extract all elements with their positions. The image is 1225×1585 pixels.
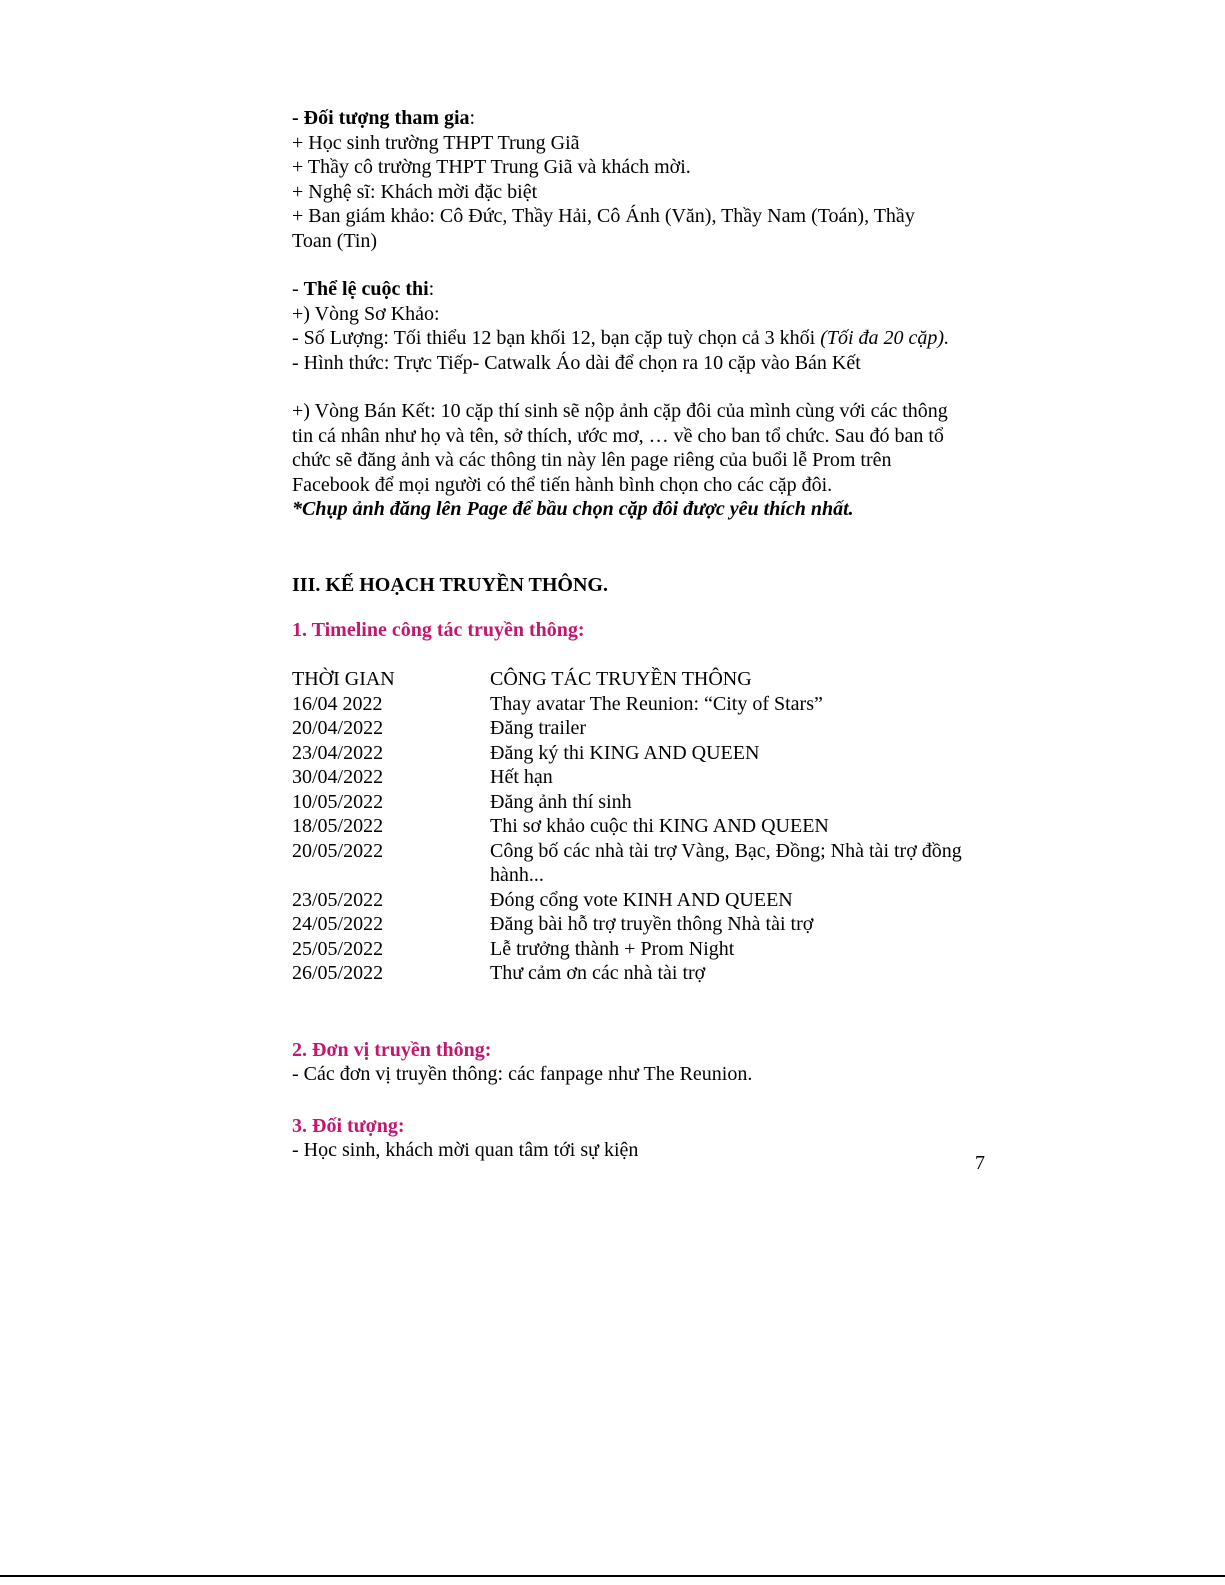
timeline-task: Lễ trưởng thành + Prom Night — [490, 937, 735, 960]
table-row — [292, 765, 992, 790]
timeline-task: Công bố các nhà tài trợ Vàng, Bạc, Đồng; Nhà tài trợ đồng hành... — [490, 839, 962, 886]
participants-heading-text: Đối tượng tham gia — [303, 107, 470, 129]
participant-item: Toan (Tin) — [292, 229, 378, 252]
timeline-table — [292, 667, 992, 986]
participant-item: + Thầy cô trường THPT Trung Giã và khách mời. — [292, 156, 691, 178]
timeline-col-task: CÔNG TÁC TRUYỀN THÔNG — [490, 668, 752, 690]
timeline-date: 23/05/2022 — [292, 888, 384, 911]
round1-title: +) Vòng Sơ Khảo: — [292, 302, 440, 325]
table-row — [292, 814, 992, 839]
table-row — [292, 692, 992, 717]
timeline-task: Đăng ảnh thí sinh — [490, 790, 632, 813]
participant-item: + Nghệ sĩ: Khách mời đặc biệt — [292, 180, 538, 203]
section-title: III. KẾ HOẠCH TRUYỀN THÔNG. — [292, 573, 608, 596]
timeline-date: 16/04 2022 — [292, 692, 383, 715]
timeline-header-row — [292, 667, 992, 692]
audience-text: - Học sinh, khách mời quan tâm tới sự kiện — [292, 1139, 639, 1161]
vote-note: *Chụp ảnh đăng lên Page để bầu chọn cặp đôi được yêu thích nhất. — [292, 498, 854, 520]
table-row — [292, 790, 992, 815]
timeline-date: 26/05/2022 — [292, 962, 384, 984]
timeline-task: Đăng trailer — [490, 717, 587, 739]
timeline-task: Thi sơ khảo cuộc thi KING AND QUEEN — [490, 815, 829, 837]
page-number: 7 — [975, 1152, 985, 1174]
timeline-task: Thư cảm ơn các nhà tài trợ — [490, 962, 706, 984]
timeline-date: 20/04/2022 — [292, 717, 384, 739]
timeline-task: Thay avatar The Reunion: “City of Stars” — [490, 692, 823, 715]
media-units-text: - Các đơn vị truyền thông: các fanpage như The Reunion. — [292, 1063, 753, 1085]
table-row — [292, 741, 992, 766]
participant-item: + Ban giám khảo: Cô Đức, Thầy Hải, Cô Ánh (Văn), Thầy Nam (Toán), Thầy — [292, 205, 915, 227]
media-units-heading: 2. Đơn vị truyền thông: — [292, 1038, 492, 1061]
participants-heading: - Đối tượng tham gia: — [292, 107, 476, 129]
timeline-date: 20/05/2022 — [292, 839, 384, 862]
table-row — [292, 961, 992, 986]
semifinal-line: +) Vòng Bán Kết: 10 cặp thí sinh sẽ nộp ảnh cặp đôi của mình cùng với các thông — [292, 400, 948, 422]
timeline-task: Đăng bài hỗ trợ truyền thông Nhà tài trợ — [490, 913, 814, 935]
table-row — [292, 912, 992, 937]
timeline-task: Hết hạn — [490, 766, 553, 788]
timeline-date: 18/05/2022 — [292, 815, 384, 837]
table-row — [292, 937, 992, 962]
page-bottom-border — [0, 1575, 1225, 1577]
quantity-note: (Tối đa 20 cặp). — [820, 327, 950, 349]
timeline-date: 25/05/2022 — [292, 937, 384, 960]
semifinal-line: tin cá nhân như họ và tên, sở thích, ước mơ, … về cho ban tổ chức. Sau đó ban tổ — [292, 424, 944, 447]
participant-item: + Học sinh trường THPT Trung Giã — [292, 131, 580, 154]
timeline-task: Đăng ký thi KING AND QUEEN — [490, 741, 760, 764]
rules-heading: - Thể lệ cuộc thi: — [292, 278, 435, 300]
timeline-date: 24/05/2022 — [292, 913, 384, 935]
quantity-line: - Số Lượng: Tối thiểu 12 bạn khối 12, bạn cặp tuỳ chọn cả 3 khối (Tối đa 20 cặp). — [292, 327, 950, 349]
timeline-heading: 1. Timeline công tác truyền thông: — [292, 618, 585, 641]
timeline-col-time: THỜI GIAN — [292, 668, 395, 690]
semifinal-line: Facebook để mọi người có thể tiến hành bình chọn cho các cặp đôi. — [292, 473, 833, 496]
table-row — [292, 888, 992, 913]
audience-heading: 3. Đối tượng: — [292, 1114, 405, 1137]
timeline-date: 30/04/2022 — [292, 766, 384, 788]
timeline-task: Đóng cổng vote KINH AND QUEEN — [490, 888, 793, 911]
semifinal-line: chức sẽ đăng ảnh và các thông tin này lên page riêng của buổi lễ Prom trên — [292, 449, 892, 471]
page-content — [292, 106, 992, 1163]
table-row — [292, 716, 992, 741]
timeline-date: 23/04/2022 — [292, 741, 384, 764]
table-row — [292, 839, 992, 888]
rules-heading-text: Thể lệ cuộc thi — [303, 278, 429, 300]
timeline-date: 10/05/2022 — [292, 790, 384, 813]
format-line: - Hình thức: Trực Tiếp- Catwalk Áo dài để chọn ra 10 cặp vào Bán Kết — [292, 351, 861, 374]
